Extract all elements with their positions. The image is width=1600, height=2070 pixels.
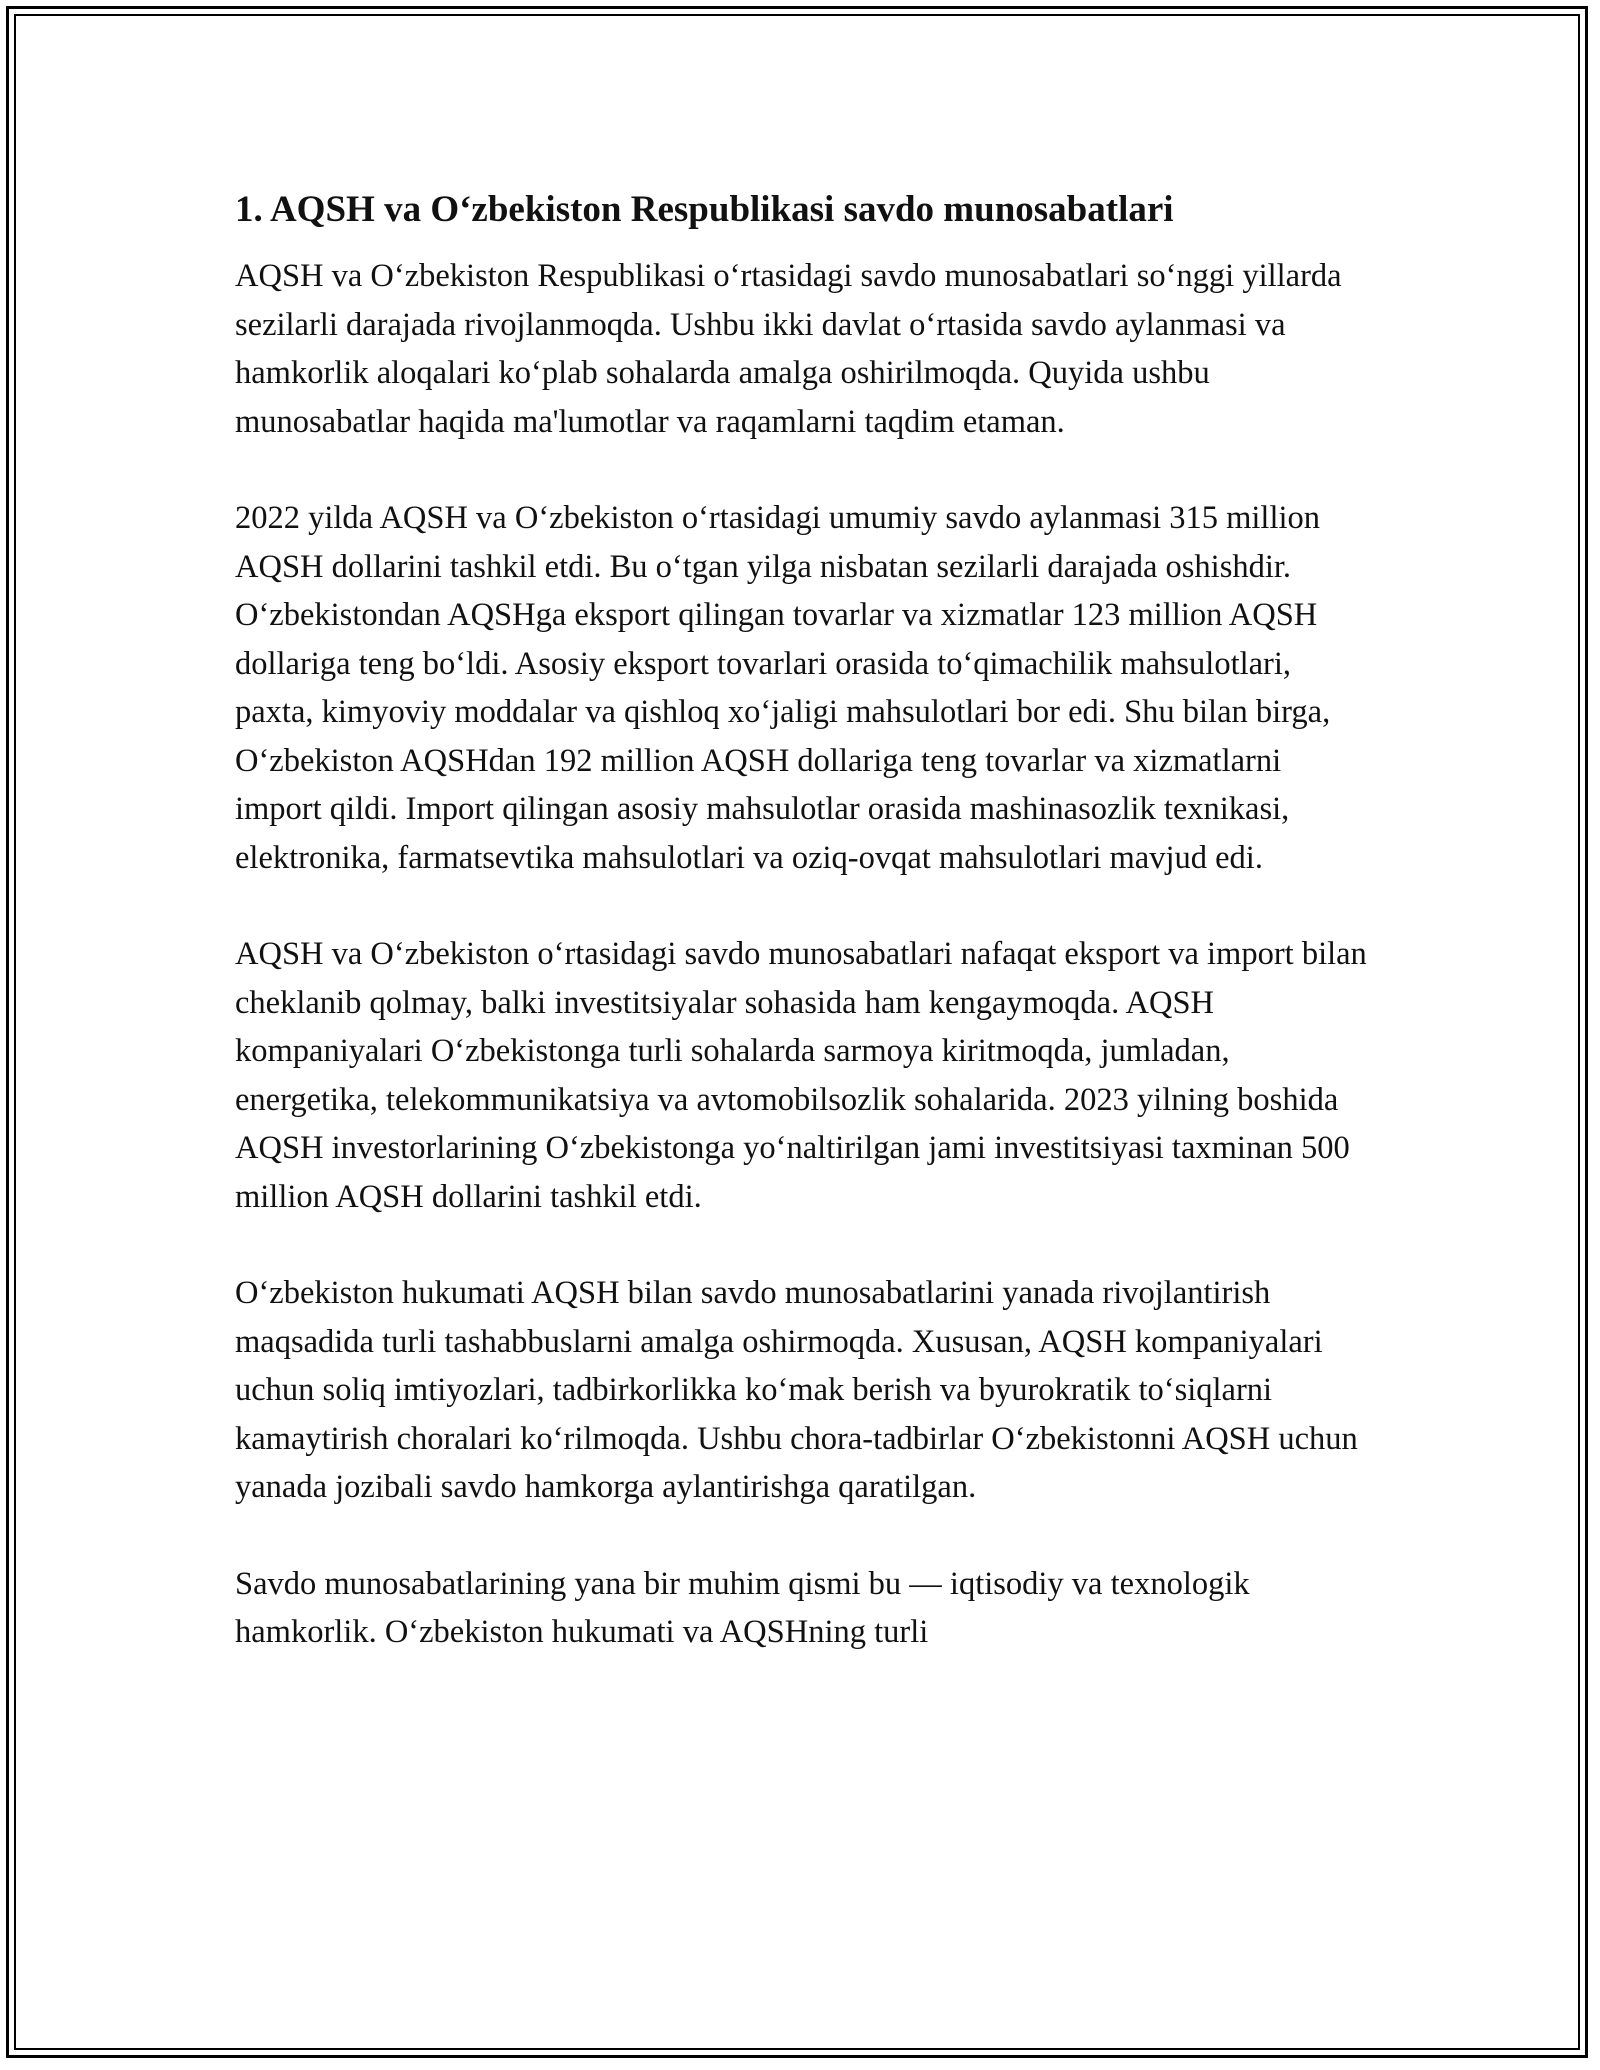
paragraph-trade-2022: 2022 yilda AQSH va O‘zbekiston o‘rtasidagi umumiy savdo aylanmasi 315 million AQSH dollarini tashkil etdi. Bu o‘tgan yilga nisbatan sezilarli darajada oshishdir. O‘zbekistondan AQSHga eksport qilingan tovarlar va xizmatlar 123 million AQSH dollariga teng bo‘ldi. Asosiy eksport tovarlari orasida to‘qimachilik mahsulotlari, paxta, kimyoviy moddalar va qishloq xo‘jaligi mahsulotlari bor edi. Shu bilan birga, O‘zbekiston AQSHdan 192 million AQSH dollariga teng tovarlar va xizmatlarni import qildi. Import qilingan asosiy mahsulotlar orasida mashinasozlik texnikasi, elektronika, farmatsevtika mahsulotlari va oziq-ovqat mahsulotlari mavjud edi. [235,500,1331,876]
section-heading: 1. AQSH va O‘zbekiston Respublikasi savdo munosabatlari [235,189,1174,230]
paragraph-tech-cooperation: Savdo munosabatlarining yana bir muhim qismi bu — iqtisodiy va texnologik hamkorlik. O‘zbekiston hukumati va AQSHning turli [235,1565,1250,1651]
paragraph-government-initiatives: O‘zbekiston hukumati AQSH bilan savdo munosabatlarini yanada rivojlantirish maqsadida turli tashabbuslarni amalga oshirmoqda. Xususan, AQSH kompaniyalari uchun soliq imtiyozlari, tadbirkorlikka ko‘mak berish va byurokratik to‘siqlarni kamaytirish choralari ko‘rilmoqda. Ushbu chora-tadbirlar O‘zbekistonni AQSH uchun yanada jozibali savdo hamkorga aylantirishga qaratilgan. [235,1275,1358,1506]
paragraph-intro: AQSH va O‘zbekiston Respublikasi o‘rtasidagi savdo munosabatlari so‘nggi yillarda sezilarli darajada rivojlanmoqda. Ushbu ikki davlat o‘rtasida savdo aylanmasi va hamkorlik aloqalari ko‘plab sohalarda amalga oshirilmoqda. Quyida ushbu munosabatlar haqida ma'lumotlar va raqamlarni taqdim etaman. [235,258,1342,440]
document-body [235,186,1370,1705]
paragraph-investments: AQSH va O‘zbekiston o‘rtasidagi savdo munosabatlari nafaqat eksport va import bilan cheklanib qolmay, balki investitsiyalar sohasida ham kengaymoqda. AQSH kompaniyalari O‘zbekistonga turli sohalarda sarmoya kiritmoqda, jumladan, energetika, telekommunikatsiya va avtomobilsozlik sohalarida. 2023 yilning boshida AQSH investorlarining O‘zbekistonga yo‘naltirilgan jami investitsiyasi taxminan 500 million AQSH dollarini tashkil etdi. [235,936,1367,1215]
